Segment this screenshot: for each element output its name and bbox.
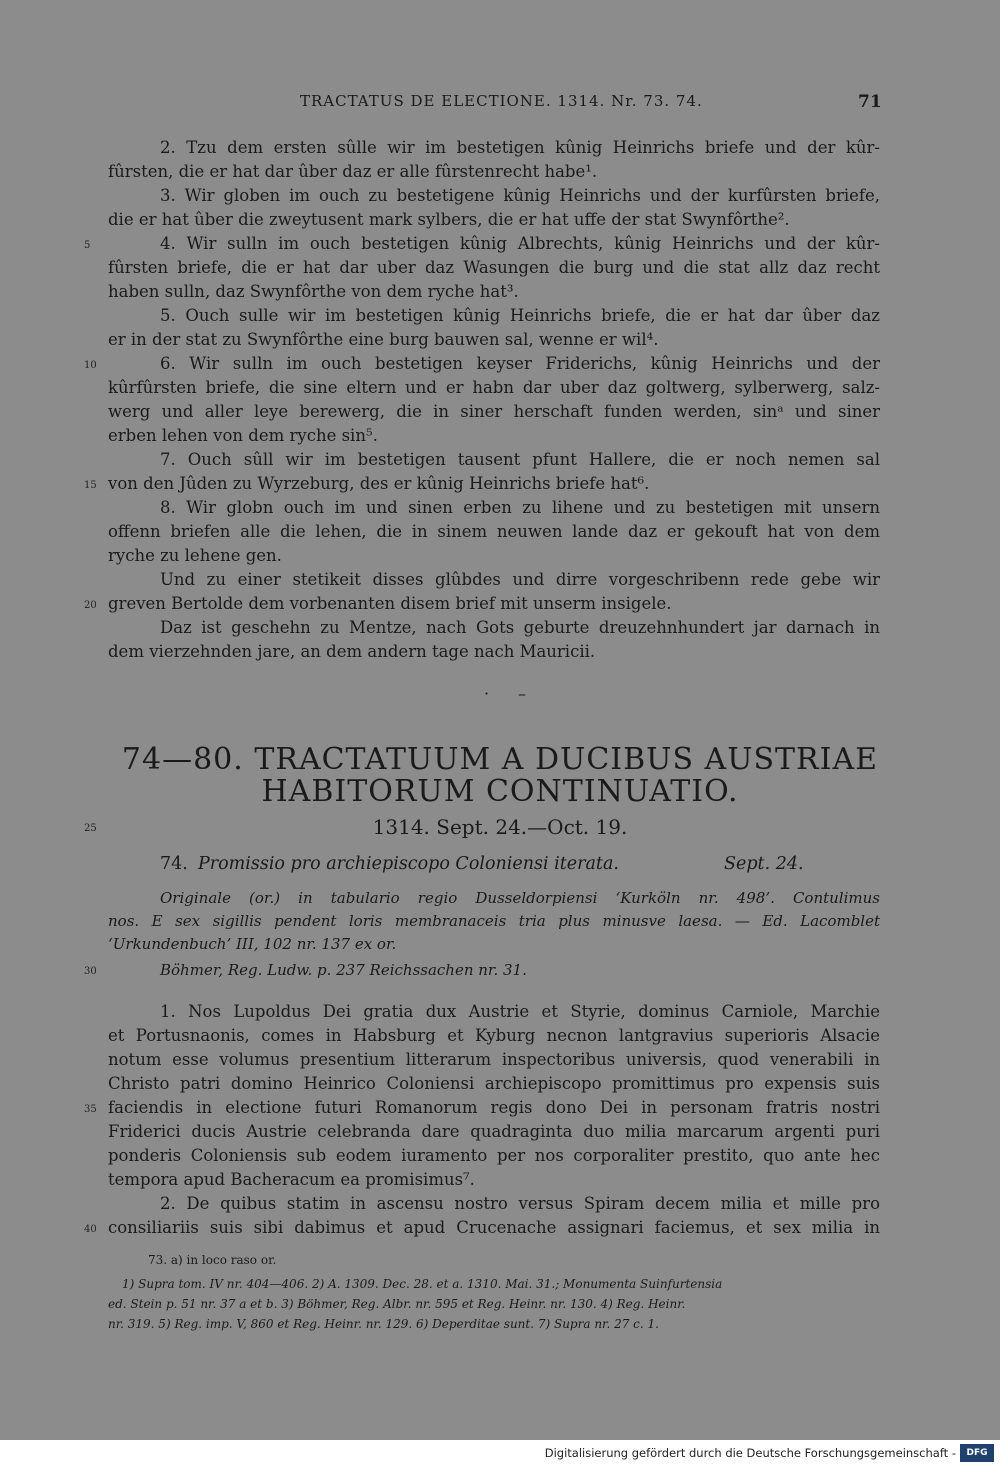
text-line: ryche zu lehene gen. <box>108 546 282 565</box>
footnote-line: ed. Stein p. 51 nr. 37 a et b. 3) Böhmer, Reg. Albr. nr. 595 et Reg. Heinr. nr. 130. 4) Reg. Heinr. <box>108 1297 686 1311</box>
text-line: tempora apud Bacheracum ea promisimus⁷. <box>108 1170 475 1189</box>
dfg-logo-icon: DFG <box>960 1444 994 1462</box>
text-line: Friderici ducis Austrie celebranda dare quadraginta duo milia marcarum argenti puri <box>108 1122 880 1141</box>
text-line: 8. Wir globn ouch im und sinen erben zu lihene und zu bestetigen mit unsern <box>160 498 880 517</box>
margin-line-number: 15 <box>84 480 97 491</box>
doc-date: Sept. 24. <box>724 854 804 874</box>
text-line: die er hat ûber die zweytusent mark sylbers, die er hat uffe der stat Swynfôrthe². <box>108 210 790 229</box>
text-line: 3. Wir globen im ouch zu bestetigene kûnig Heinrichs und der kurfûrsten briefe, <box>160 186 880 205</box>
margin-line-number: 20 <box>84 600 97 611</box>
text-line: 4. Wir sulln im ouch bestetigen kûnig Albrechts, kûnig Heinrichs und der kûr- <box>160 234 880 253</box>
text-line: Christo patri domino Heinrico Coloniensi archiepiscopo promittimus pro expensis suis <box>108 1074 880 1093</box>
section-title-line2: HABITORUM CONTINUATIO. <box>261 774 739 809</box>
margin-line-number: 30 <box>84 966 97 977</box>
text-line: offenn briefen alle die lehen, die in sinem neuwen lande daz er gekouft hat von dem <box>108 522 880 541</box>
page-number: 71 <box>858 92 882 112</box>
text-line: notum esse volumus presentium litterarum inspectoribus universis, quod venerabili in <box>108 1050 880 1069</box>
text-line: Daz ist geschehn zu Mentze, nach Gots geburte dreuzehnhundert jar darnach in <box>160 618 880 637</box>
variant-note: 73. a) in loco raso or. <box>148 1253 277 1267</box>
margin-line-number: 25 <box>84 823 97 834</box>
text-line: 2. Tzu dem ersten sûlle wir im bestetigen kûnig Heinrichs briefe und der kûr- <box>160 138 880 157</box>
running-header: TRACTATUS DE ELECTIONE. 1314. Nr. 73. 74. <box>300 92 703 110</box>
text-line: 1. Nos Lupoldus Dei gratia dux Austrie et Styrie, dominus Carniole, Marchie <box>160 1002 880 1021</box>
text-line: ponderis Coloniensis sub eodem iuramento per nos corporaliter prestito, quo ante hec <box>108 1146 880 1165</box>
text-line: kûrfûrsten briefe, die sine eltern und er habn dar uber daz goltwerg, sylberwerg, salz- <box>108 378 880 397</box>
text-line: greven Bertolde dem vorbenanten disem brief mit unserm insigele. <box>108 594 672 613</box>
margin-line-number: 5 <box>84 240 91 251</box>
text-line: fûrsten, die er hat dar ûber daz er alle fûrstenrecht habe¹. <box>108 162 598 181</box>
source-line: nos. E sex sigillis pendent loris membranaceis tria plus minusve laesa. — Ed. Lacomblet <box>108 912 880 930</box>
text-line: consiliariis suis sibi dabimus et apud Crucenache assignari faciemus, et sex milia in <box>108 1218 880 1237</box>
doc-number: 74. <box>160 854 188 874</box>
footnote-line: nr. 319. 5) Reg. imp. V, 860 et Reg. Heinr. nr. 129. 6) Deperditae sunt. 7) Supra nr. 27 c. 1. <box>108 1317 659 1331</box>
separator-mark: · <box>484 684 490 703</box>
text-line: 5. Ouch sulle wir im bestetigen kûnig Heinrichs briefe, die er hat dar ûber daz <box>160 306 880 325</box>
margin-line-number: 35 <box>84 1104 97 1115</box>
text-line: fûrsten briefe, die er hat dar uber daz Wasungen die burg und die stat allz daz recht <box>108 258 880 277</box>
text-line: von den Jûden zu Wyrzeburg, des er kûnig Heinrichs briefe hat⁶. <box>108 474 650 493</box>
funding-credit: Digitalisierung gefördert durch die Deutsche Forschungsgemeinschaft - <box>544 1446 956 1460</box>
text-line: Und zu einer stetikeit disses glûbdes und dirre vorgeschribenn rede gebe wir <box>160 570 880 589</box>
section-title-line1: 74—80. TRACTATUUM A DUCIBUS AUSTRIAE <box>121 742 879 777</box>
separator-mark: – <box>518 684 526 703</box>
margin-line-number: 40 <box>84 1224 97 1235</box>
source-line: Böhmer, Reg. Ludw. p. 237 Reichssachen nr. 31. <box>160 961 527 979</box>
text-line: haben sulln, daz Swynfôrthe von dem ryche hat³. <box>108 282 519 301</box>
text-line: er in der stat zu Swynfôrthe eine burg bauwen sal, wenne er wil⁴. <box>108 330 659 349</box>
source-line: ‘Urkundenbuch’ III, 102 nr. 137 ex or. <box>108 935 397 953</box>
footnote-line: 1) Supra tom. IV nr. 404—406. 2) A. 1309. Dec. 28. et a. 1310. Mai. 31.; Monumenta Suinfurtensia <box>122 1277 723 1291</box>
doc-title: Promissio pro archiepiscopo Coloniensi iterata. <box>198 854 619 874</box>
source-line: Originale (or.) in tabulario regio Dusseldorpiensi ‘Kurköln nr. 498’. Contulimus <box>160 889 880 907</box>
text-line: faciendis in electione futuri Romanorum regis dono Dei in personam fratris nostri <box>108 1098 880 1117</box>
text-line: werg und aller leye berewerg, die in siner herschaft funden werden, sinᵃ und siner <box>108 402 880 421</box>
text-line: et Portusnaonis, comes in Habsburg et Kyburg necnon lantgravius superioris Alsacie <box>108 1026 880 1045</box>
text-line: erben lehen von dem ryche sin⁵. <box>108 426 378 445</box>
margin-line-number: 10 <box>84 360 97 371</box>
text-line: dem vierzehnden jare, an dem andern tage nach Mauricii. <box>108 642 596 661</box>
text-line: 2. De quibus statim in ascensu nostro versus Spiram decem milia et mille pro <box>160 1194 880 1213</box>
section-date-range: 1314. Sept. 24.—Oct. 19. <box>372 815 628 839</box>
text-line: 6. Wir sulln im ouch bestetigen keyser Friderichs, kûnig Heinrichs und der <box>160 354 880 373</box>
text-line: 7. Ouch sûll wir im bestetigen tausent pfunt Hallere, die er noch nemen sal <box>160 450 880 469</box>
digitization-footer <box>0 1440 1000 1467</box>
